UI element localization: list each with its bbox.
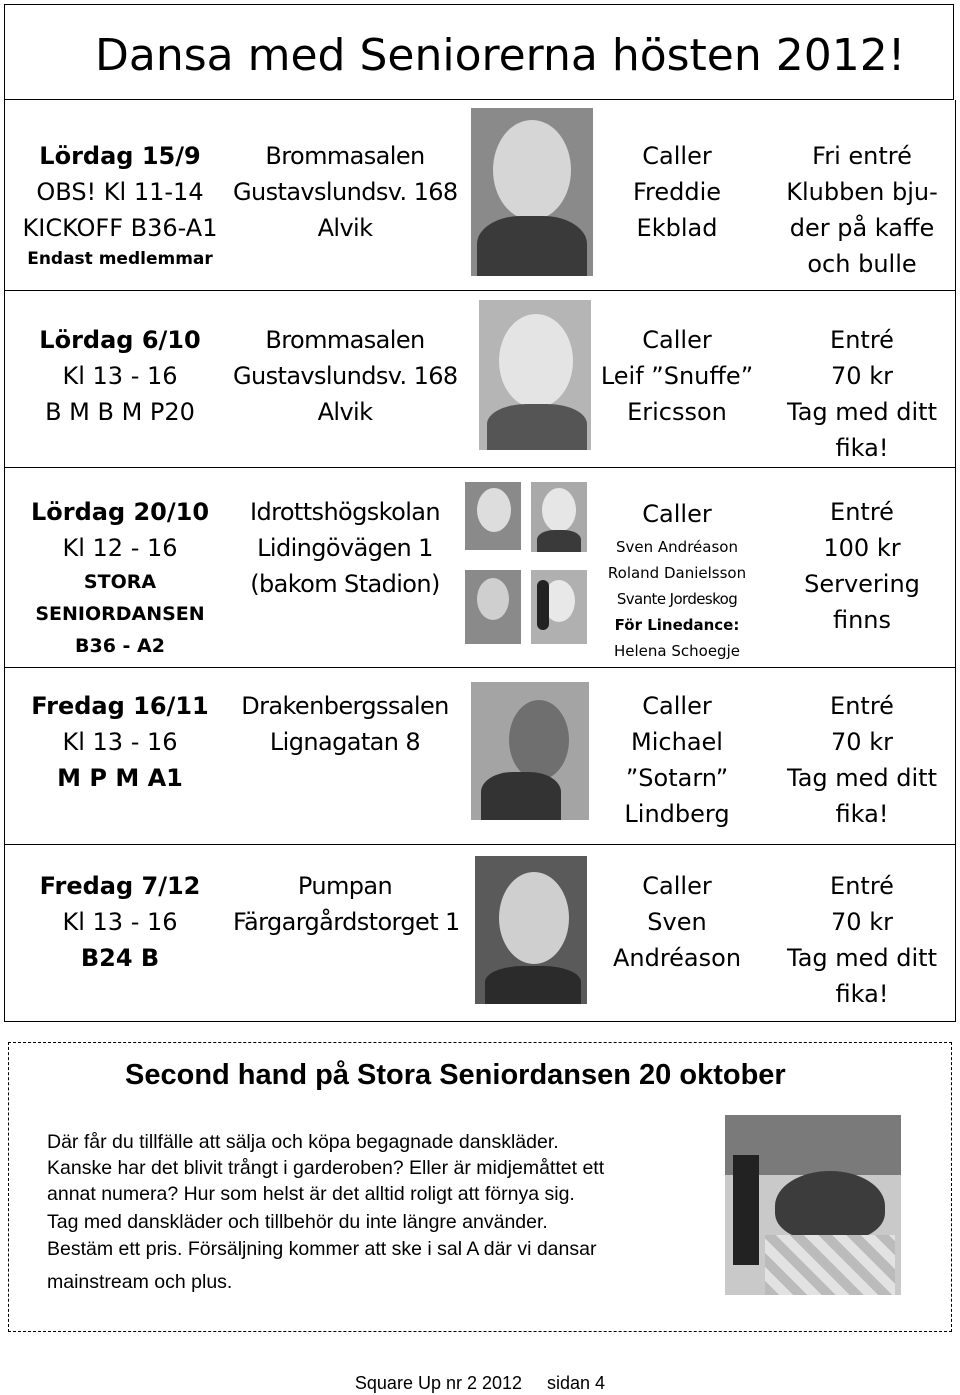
caller-label: Caller [642,692,712,720]
promo-text-line: annat numera? Hur som helst är det alltid roligt att förnya sig. [47,1183,575,1205]
caller-photo [465,570,521,644]
price-line: 70 kr [831,908,893,936]
row-divider [5,467,955,468]
event-when [5,868,235,976]
promo-text-line: Bestäm ett pris. Försäljning kommer att ske i sal A där vi dansar [47,1238,597,1260]
event-price [769,688,955,832]
price-line: Servering [804,570,920,598]
venue-name: Brommasalen [265,326,425,354]
promo-text-line: mainstream och plus. [47,1271,233,1293]
event-price [769,868,955,1012]
caller-name: Lindberg [624,800,730,828]
price-line: finns [832,606,892,634]
schedule-table [4,100,956,1022]
venue-name: Drakenbergssalen [241,692,449,720]
event-title: STORA [83,571,157,593]
caller-name: Ericsson [627,398,727,426]
price-line: Tag med ditt [787,764,937,792]
promo-title: Second hand på Stora Seniordansen 20 oktober [125,1059,786,1091]
row-divider [5,667,955,668]
caller-label: Caller [642,872,712,900]
event-price [769,494,955,638]
event-caller [597,494,757,664]
price-line: 70 kr [831,362,893,390]
price-line: Tag med ditt [787,944,937,972]
price-line: Klubben bju- [786,178,938,206]
event-title: SENIORDANSEN [35,603,205,625]
venue-name: Brommasalen [265,142,425,170]
price-line: Entré [830,872,894,900]
venue-address: Gustavslundsv. 168 [233,178,458,206]
venue-address: Gustavslundsv. 168 [233,362,458,390]
event-when [5,138,235,272]
price-line: fika! [835,434,889,462]
price-line: 70 kr [831,728,893,756]
caller-name: Svante Jordeskog [616,590,738,608]
event-time: OBS! Kl 11-14 [36,178,204,206]
event-where [233,322,457,430]
dance-photo [725,1115,901,1295]
event-date: Fredag 16/11 [31,692,209,720]
event-time: Kl 13 - 16 [62,362,178,390]
price-line: Fri entré [812,142,912,170]
promo-text-line: Tag med danskläder och tillbehör du inte längre använder. [47,1211,548,1233]
venue-area: Alvik [317,214,373,242]
event-when [5,688,235,796]
price-line: Entré [830,692,894,720]
caller-name: Sven Andréason [616,538,738,556]
page-title: Dansa med Seniorerna hösten 2012! [95,30,906,81]
event-caller [597,688,757,832]
caller-name: ”Sotarn” [625,764,729,792]
linedance-label: För Linedance: [614,616,740,634]
event-price [769,322,955,466]
event-program: B24 B [80,944,160,972]
event-where [233,868,460,940]
event-caller [597,868,757,976]
caller-name: Roland Danielsson [607,564,747,582]
caller-photo [475,856,587,1004]
event-date: Fredag 7/12 [39,872,201,900]
venue-area: (bakom Stadion) [250,570,440,598]
caller-name: Ekblad [636,214,718,242]
venue-name: Pumpan [297,872,393,900]
row-divider [5,290,955,291]
price-line: 100 kr [823,534,901,562]
caller-name: Andréason [612,944,742,972]
caller-label: Caller [642,326,712,354]
event-where [233,138,457,246]
event-date: Lördag 15/9 [39,142,201,170]
event-caller [597,322,757,430]
caller-photo [465,482,521,550]
caller-name: Michael [631,728,723,756]
event-where [233,494,457,602]
promo-text-line: Där får du tillfälle att sälja och köpa begagnade danskläder. [47,1131,559,1153]
venue-area: Alvik [317,398,373,426]
event-time: Kl 12 - 16 [62,534,178,562]
price-line: Entré [830,326,894,354]
caller-name: Leif ”Snuffe” [600,362,754,390]
event-program: B M B M P20 [45,398,195,426]
event-time: Kl 13 - 16 [62,908,178,936]
price-line: fika! [835,980,889,1008]
event-note: Endast medlemmar [27,249,213,269]
price-line: fika! [835,800,889,828]
venue-address: Lignagatan 8 [269,728,421,756]
promo-text-line: Kanske har det blivit trångt i garderoben? Eller är midjemåttet ett [47,1157,605,1179]
price-line: Entré [830,498,894,526]
caller-photo [531,570,587,644]
caller-photo [471,108,593,276]
event-date: Lördag 20/10 [30,498,210,526]
page-footer: Square Up nr 2 2012 sidan 4 [354,1373,606,1393]
caller-photo [531,482,587,552]
caller-photo [479,300,591,450]
second-hand-box [8,1042,952,1332]
caller-name: Helena Schoegje [614,642,740,660]
event-price [769,138,955,282]
event-time: Kl 13 - 16 [62,728,178,756]
venue-address: Färgargårdstorget 1 [233,908,460,936]
price-line: der på kaffe [789,214,935,242]
caller-label: Caller [642,142,712,170]
event-when [5,494,235,662]
caller-name: Sven [647,908,707,936]
price-line: och bulle [807,250,917,278]
event-when [5,322,235,430]
venue-address: Lidingövägen 1 [257,534,433,562]
row-divider [5,844,955,845]
caller-name: Freddie [632,178,722,206]
event-program: KICKOFF B36-A1 [22,214,218,242]
event-caller [597,138,757,246]
event-where [233,688,457,760]
caller-label: Caller [642,500,712,528]
event-program: M P M A1 [57,764,183,792]
venue-name: Idrottshögskolan [249,498,440,526]
event-date: Lördag 6/10 [39,326,201,354]
caller-photo [471,682,589,820]
event-program: B36 - A2 [75,635,165,657]
price-line: Tag med ditt [787,398,937,426]
title-box [4,4,954,100]
